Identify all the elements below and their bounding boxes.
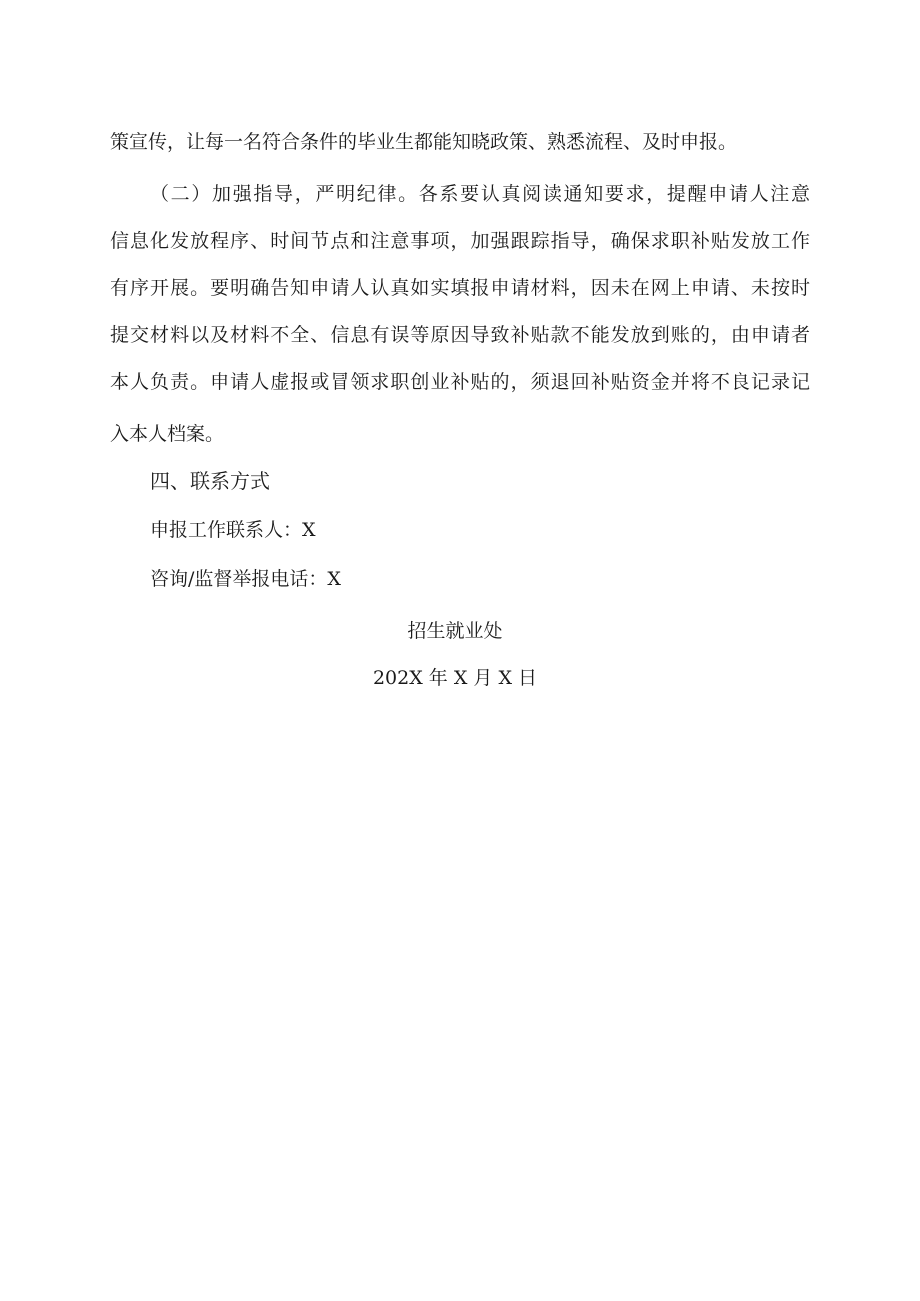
section-heading: 四、联系方式 xyxy=(150,469,270,493)
paragraph-two-line: （二）加强指导，严明纪律。各系要认真阅读通知要求，提醒申请人注意 xyxy=(150,183,810,205)
paragraph-two-line: 提交材料以及材料不全、信息有误等原因导致补贴款不能发放到账的，由申请者 xyxy=(110,324,810,346)
signature-office: 招生就业处 xyxy=(407,620,503,642)
signature-date: 202X 年 X 月 X 日 xyxy=(372,667,538,689)
paragraph-two-line: 有序开展。要明确告知申请人认真如实填报申请材料，因未在网上申请、未按时 xyxy=(110,277,810,299)
contact-person-line: 申报工作联系人：X xyxy=(150,519,316,541)
paragraph-continuation-line: 策宣传，让每一名符合条件的毕业生都能知晓政策、熟悉流程、及时申报。 xyxy=(110,131,738,153)
paragraph-two-line: 本人负责。申请人虚报或冒领求职创业补贴的，须退回补贴资金并将不良记录记 xyxy=(110,371,810,393)
paragraph-two-line: 信息化发放程序、时间节点和注意事项，加强跟踪指导，确保求职补贴发放工作 xyxy=(110,230,810,252)
hotline-line: 咨询/监督举报电话：X xyxy=(150,568,341,590)
paragraph-two-line: 入本人档案。 xyxy=(110,423,225,445)
